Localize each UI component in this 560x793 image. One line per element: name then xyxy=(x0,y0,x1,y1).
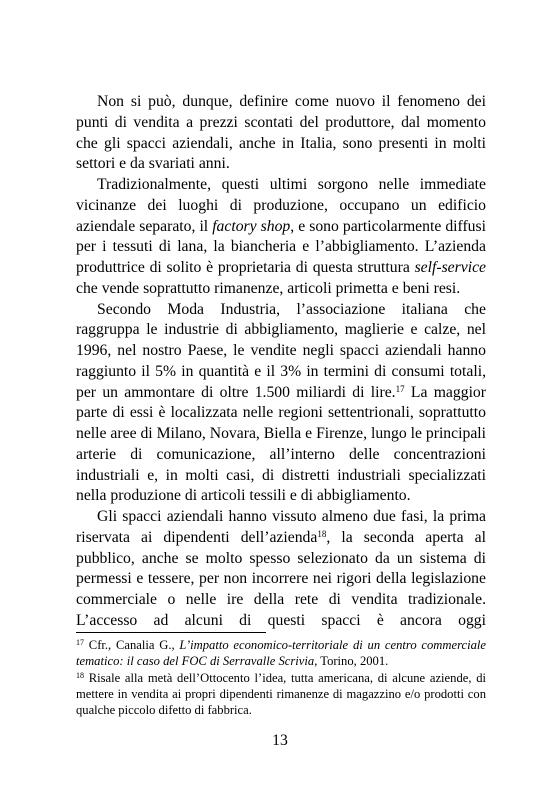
footnote-separator xyxy=(76,632,266,633)
paragraph-3-text-a: Secondo Moda Industria, l’associazione italiana che raggruppa le industrie di abbigliamento, maglierie e calze, nel 1996, nel nostro Paese, le vendite negli spacci aziendali hanno raggiunto il 5% in quantità e il 3% in termini di consumi totali, per un ammontare di oltre 1.500 miliardi di lire. xyxy=(76,300,486,401)
footnote-18-number: 18 xyxy=(76,670,84,680)
footnote-17-title: L’impatto economico-territoriale di un centro commerciale tematico: il caso del FOC di Serravalle Scrivia xyxy=(76,638,486,669)
paragraph-2-text-e: che vende soprattutto rimanenze, articoli primetta e beni resi. xyxy=(76,279,461,297)
paragraph-1-text: Non si può, dunque, definire come nuovo il fenomeno dei punti di vendita a prezzi scontati del produttore, dal momento che gli spacci aziendali, anche in Italia, sono presenti in molti settori e da svariati anni. xyxy=(76,93,486,173)
footnote-18 xyxy=(76,670,486,719)
footnotes xyxy=(76,637,486,718)
factory-shop-term: factory shop xyxy=(212,217,291,235)
body-text xyxy=(76,92,486,632)
page-number: 13 xyxy=(272,732,288,749)
paragraph-2 xyxy=(76,175,486,300)
footnote-ref-17[interactable]: 17 xyxy=(395,383,405,394)
paragraph-1 xyxy=(76,92,486,175)
self-service-term: self-service xyxy=(414,259,486,276)
paragraph-4-text-b: , la seconda aperta al pubblico, anche se molto spesso selezionato da un sistema di permessi e tessere, per non incorrere nei rigori della legislazione commerciale o nelle ire della rete di vendita tradizionale. L’accesso ad alcuni di questi spacci è ancora oggi xyxy=(76,528,486,629)
footnote-ref-18[interactable]: 18 xyxy=(317,528,327,539)
footnote-17 xyxy=(76,637,486,670)
paragraph-2-text-c: , e sono particolarmente diffusi per i tessuti di lana, la biancheria e l’abbigliamento. L’azienda produttrice di solito è proprietaria di questa struttura xyxy=(76,217,486,276)
paragraph-3-text-b: La maggior parte di essi è localizzata nelle regioni settentrionali, soprattutto nelle aree di Milano, Novara, Biella e Firenze, lungo le principali arterie di comunicazione, all’interno delle concentrazioni industriali e, in molti casi, di distretti industriali specializzati nella produzione di articoli tessili e di abbigliamento. xyxy=(76,383,486,505)
paragraph-4 xyxy=(76,507,486,632)
footnote-17-text-c: , Torino, 2001. xyxy=(314,654,389,669)
footnote-18-text: Risale alla metà dell’Ottocento l’idea, tutta americana, di alcune aziende, di mettere in vendita ai propri dipendenti rimanenze di magazzino e/o prodotti con qualche piccolo difetto di fabbrica. xyxy=(76,670,486,718)
paragraph-3 xyxy=(76,300,486,508)
paragraph-4-text-a: Gli spacci aziendali hanno vissuto almeno due fasi, la prima riservata ai dipendenti dell’azienda xyxy=(76,508,486,546)
paragraph-2-text-a: Tradizionalmente, questi ultimi sorgono nelle immediate vicinanze dei luoghi di produzione, occupano un edificio aziendale separato, il xyxy=(76,176,486,235)
footnote-17-number: 17 xyxy=(76,638,84,647)
footnote-17-text-a: Cfr., Canalia G., xyxy=(84,638,180,652)
